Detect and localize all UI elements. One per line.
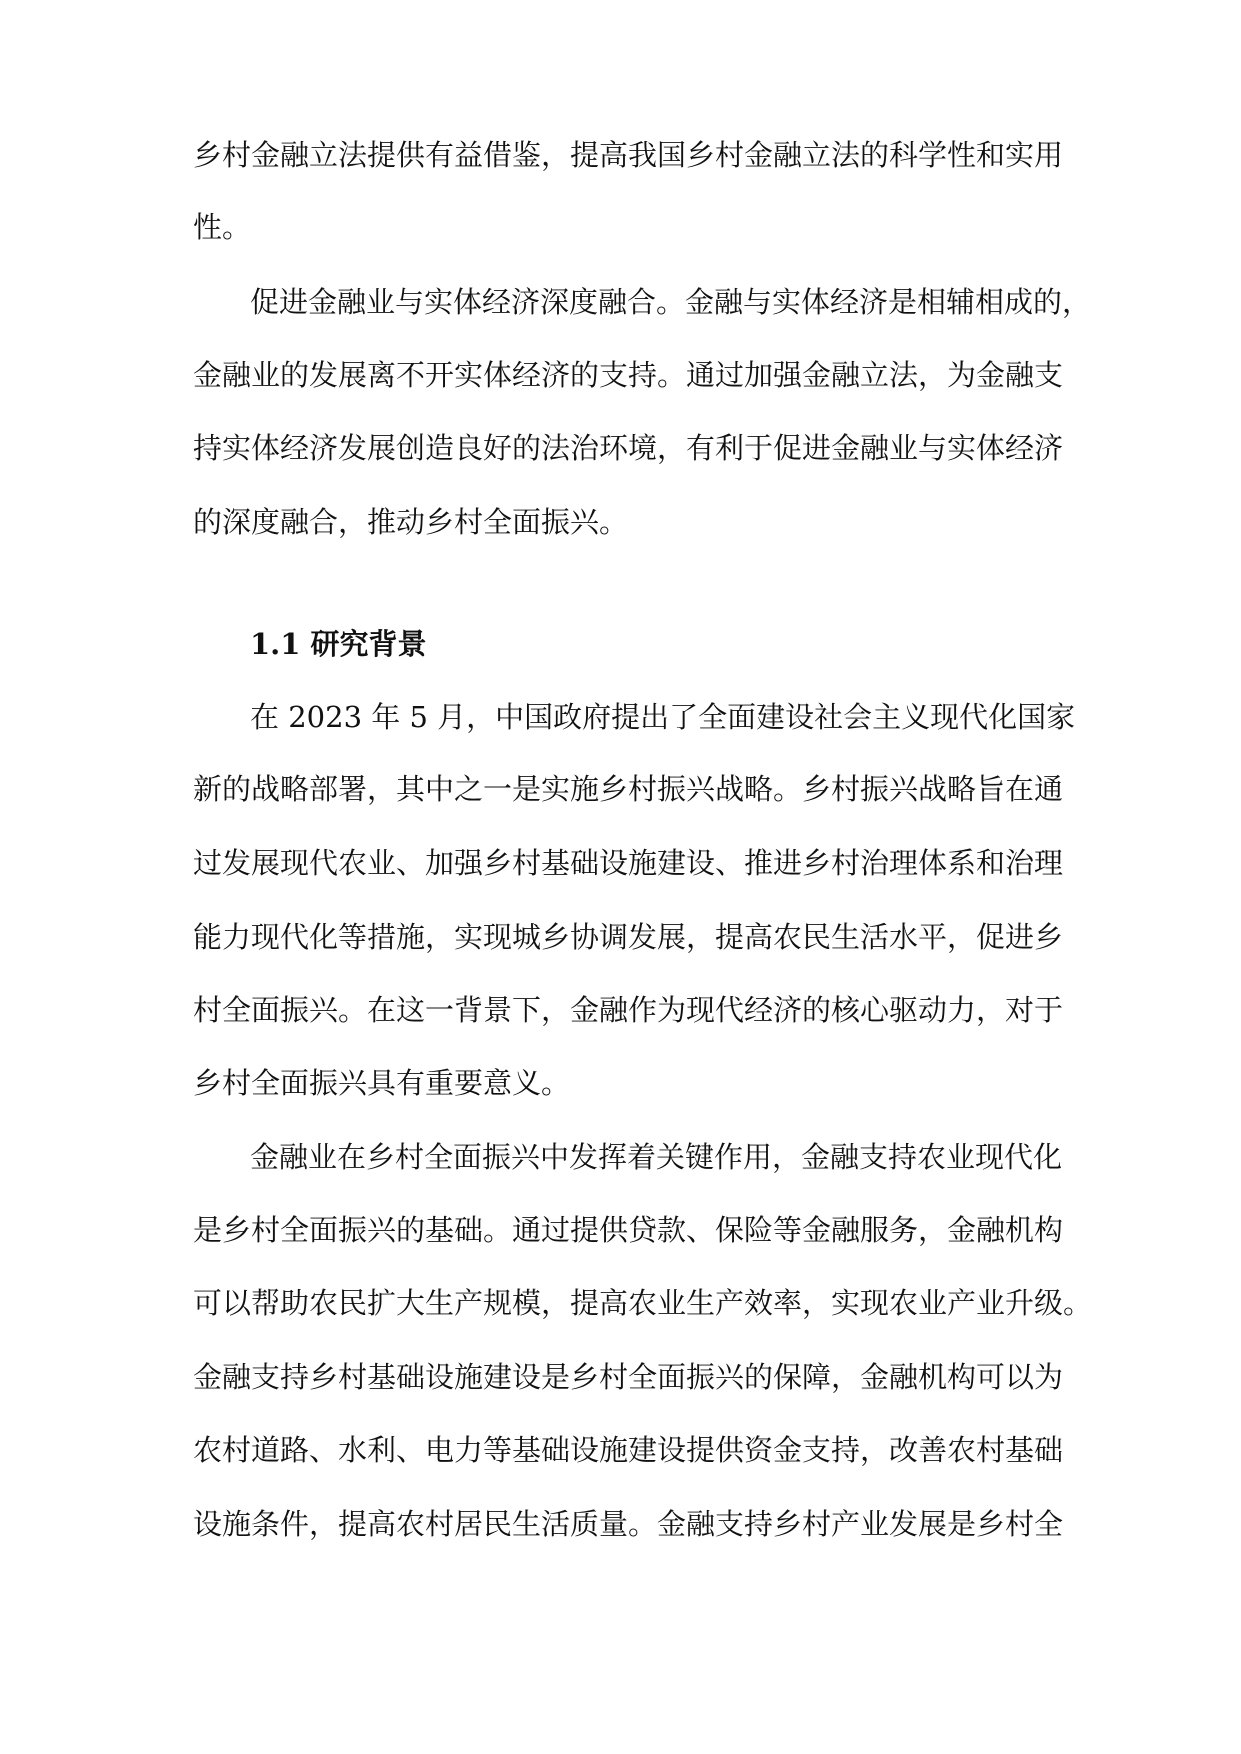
paragraph-2-line-3: 持实体经济发展创造良好的法治环境，有利于促进金融业与实体经济	[193, 431, 1064, 465]
paragraph-4-line-1: 金融业在乡村全面振兴中发挥着关键作用，金融支持农业现代化	[250, 1140, 1063, 1174]
paragraph-3-line-3: 过发展现代农业、加强乡村基础设施建设、推进乡村治理体系和治理	[193, 846, 1064, 880]
paragraph-3-line-2: 新的战略部署，其中之一是实施乡村振兴战略。乡村振兴战略旨在通	[193, 772, 1064, 806]
paragraph-1-line-2: 性。	[193, 210, 252, 244]
paragraph-2-line-4: 的深度融合，推动乡村全面振兴。	[193, 505, 629, 539]
paragraph-2-line-1: 促进金融业与实体经济深度融合。金融与实体经济是相辅相成的，	[250, 285, 1092, 319]
paragraph-1-line-1: 乡村金融立法提供有益借鉴，提高我国乡村金融立法的科学性和实用	[193, 138, 1064, 172]
paragraph-3-line-1: 在 2023 年 5 月，中国政府提出了全面建设社会主义现代化国家	[250, 700, 1076, 734]
paragraph-4-line-6: 设施条件，提高农村居民生活质量。金融支持乡村产业发展是乡村全	[193, 1507, 1064, 1541]
paragraph-3-line-6: 乡村全面振兴具有重要意义。	[193, 1066, 571, 1100]
paragraph-3-line-5: 村全面振兴。在这一背景下，金融作为现代经济的核心驱动力，对于	[193, 993, 1064, 1027]
paragraph-4-line-2: 是乡村全面振兴的基础。通过提供贷款、保险等金融服务，金融机构	[193, 1213, 1064, 1247]
paragraph-3-line-4: 能力现代化等措施，实现城乡协调发展，提高农民生活水平，促进乡	[193, 920, 1064, 954]
paragraph-4-line-5: 农村道路、水利、电力等基础设施建设提供资金支持，改善农村基础	[193, 1433, 1064, 1467]
paragraph-4-line-3: 可以帮助农民扩大生产规模，提高农业生产效率，实现农业产业升级。	[193, 1286, 1093, 1320]
section-heading: 1.1 研究背景	[250, 627, 427, 661]
paragraph-4-line-4: 金融支持乡村基础设施建设是乡村全面振兴的保障，金融机构可以为	[193, 1360, 1064, 1394]
paragraph-2-line-2: 金融业的发展离不开实体经济的支持。通过加强金融立法，为金融支	[193, 358, 1064, 392]
